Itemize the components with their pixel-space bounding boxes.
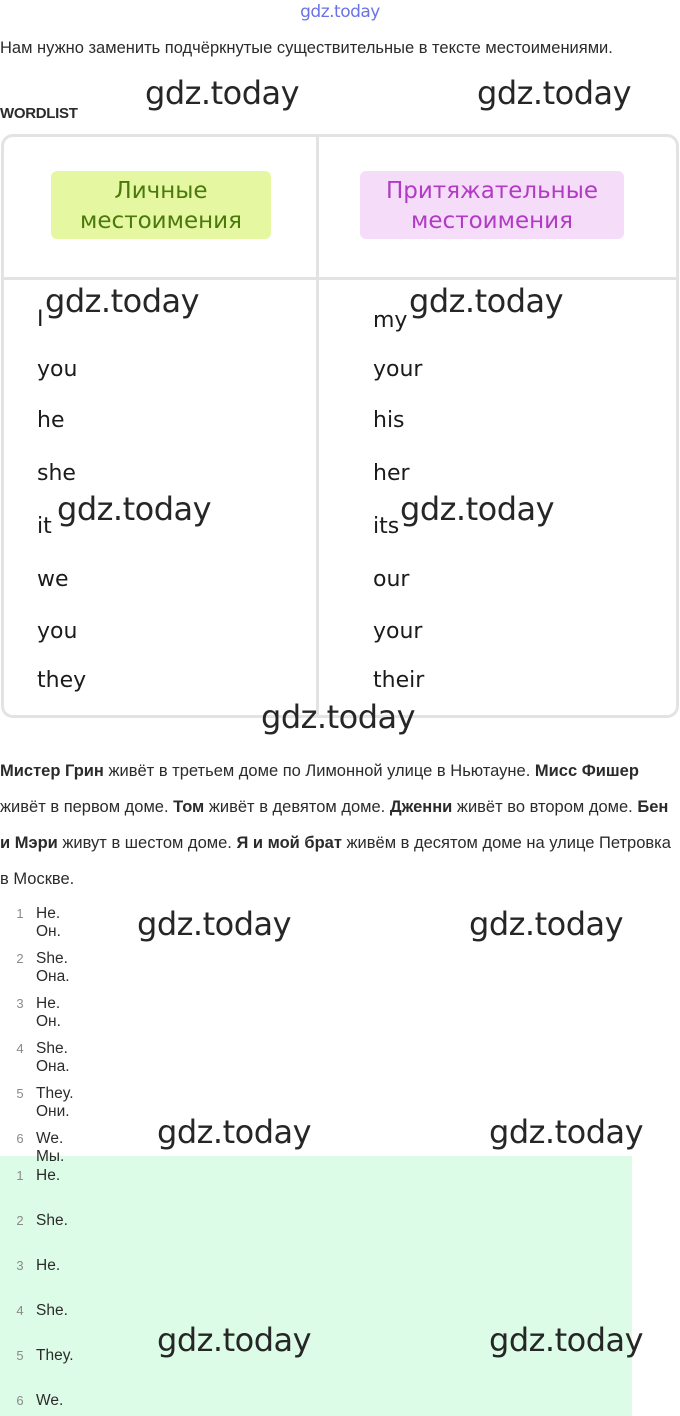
personal-pronoun: it <box>37 514 52 539</box>
possessive-pronoun: its <box>373 514 400 539</box>
list-text: We. Мы. <box>36 1130 65 1165</box>
watermark: gdz.today <box>469 905 624 943</box>
list-number: 5 <box>16 1086 24 1101</box>
story-segment: живёт в третьем доме по Лимонной улице в Ньютауне. <box>103 762 535 780</box>
list-text: She. Она. <box>36 1040 70 1075</box>
list-number: 2 <box>16 951 24 966</box>
personal-pronoun: she <box>37 461 76 486</box>
watermark: gdz.today <box>57 490 212 528</box>
possessive-pronoun: their <box>373 668 425 693</box>
list-number: 1 <box>16 1168 24 1183</box>
possessive-pronoun: her <box>373 461 410 486</box>
story-segment: Мисс Фишер <box>534 762 639 780</box>
personal-pronoun: they <box>37 668 87 693</box>
list-number: 6 <box>16 1393 24 1408</box>
possessive-pronoun: our <box>373 567 410 592</box>
list-text: He. <box>36 1257 61 1274</box>
watermark: gdz.today <box>137 905 292 943</box>
watermark: gdz.today <box>261 698 416 736</box>
possessive-pronoun: your <box>373 619 423 644</box>
story-segment: Дженни <box>389 798 453 816</box>
personal-pronouns-header: Личные местоимения <box>51 171 271 239</box>
list-number: 1 <box>16 906 24 921</box>
story-segment: живёт в первом доме. <box>0 798 174 816</box>
watermark: gdz.today <box>409 282 564 320</box>
possessive-pronoun: my <box>373 308 408 333</box>
list-number: 2 <box>16 1213 24 1228</box>
story-segment: Том <box>173 798 205 816</box>
intro-text: Нам нужно заменить подчёркнутые существительные в тексте местоимениями. <box>0 39 613 57</box>
story-segment: живёт в девятом доме. <box>204 798 390 816</box>
watermark: gdz.today <box>157 1113 312 1151</box>
watermark: gdz.today <box>157 1321 312 1359</box>
story-text <box>0 753 678 897</box>
watermark: gdz.today <box>400 490 555 528</box>
story-segment: живут в шестом доме. <box>57 834 237 852</box>
table-header-divider <box>4 277 676 280</box>
personal-pronoun: he <box>37 408 65 433</box>
list-text: She. <box>36 1302 68 1319</box>
possessive-pronoun: his <box>373 408 405 433</box>
personal-pronoun: I <box>37 307 44 332</box>
list-text: He. Он. <box>36 905 61 940</box>
list-text: We. <box>36 1392 64 1409</box>
watermark: gdz.today <box>489 1113 644 1151</box>
site-logo-watermark: gdz.today <box>300 2 380 22</box>
watermark: gdz.today <box>489 1321 644 1359</box>
personal-pronoun: we <box>37 567 69 592</box>
list-text: She. Она. <box>36 950 70 985</box>
list-number: 3 <box>16 996 24 1011</box>
story-segment: живёт во втором доме. <box>452 798 638 816</box>
possessive-pronoun: your <box>373 357 423 382</box>
list-text: They. Они. <box>36 1085 74 1120</box>
watermark: gdz.today <box>45 282 200 320</box>
wordlist-label: WORDLIST <box>0 105 78 122</box>
list-text: He. <box>36 1167 61 1184</box>
personal-pronoun: you <box>37 619 78 644</box>
story-segment: Мистер Грин <box>0 762 104 780</box>
personal-pronoun: you <box>37 357 78 382</box>
story-segment: Я и мой брат <box>236 834 342 852</box>
list-number: 6 <box>16 1131 24 1146</box>
list-text: He. Он. <box>36 995 61 1030</box>
table-column-divider <box>316 137 319 715</box>
wordlist-table <box>1 134 679 718</box>
list-number: 4 <box>16 1303 24 1318</box>
list-number: 5 <box>16 1348 24 1363</box>
list-number: 4 <box>16 1041 24 1056</box>
list-text: She. <box>36 1212 68 1229</box>
answer-highlight-block <box>0 1156 632 1416</box>
story-segment: живём в десятом доме на улице Петровка в Москве. <box>0 834 671 888</box>
possessive-pronouns-header: Притяжательные местоимения <box>360 171 624 239</box>
list-number: 3 <box>16 1258 24 1273</box>
story-segment: Бен и Мэри <box>0 798 669 852</box>
watermark: gdz.today <box>477 74 632 112</box>
watermark: gdz.today <box>145 74 300 112</box>
list-text: They. <box>36 1347 74 1364</box>
